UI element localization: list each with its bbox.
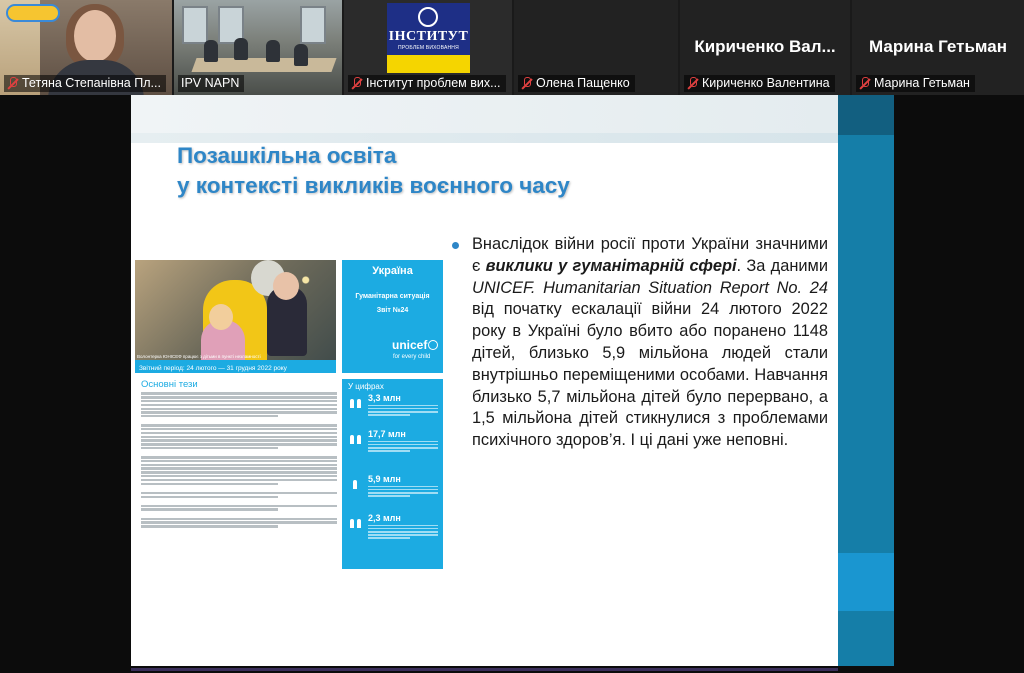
bullet-text-part: . За даними	[736, 256, 828, 275]
bullet-text-part: від початку ескалації війни 24 лютого 2022 року в Україні було вбито або поранено 1148 дітей, близько 5,9 мільйона людей стали внутрішньо переміщеними особами. Навчання близько 5,7 мільйона дітей було перервано, а 1,5 мільйона дітей стикнулися з проблемами психічного здоров’я. І ці дані уже неповні.	[472, 300, 828, 450]
bullet-emphasis: виклики у гуманітарній сфері	[485, 256, 737, 275]
room-window	[300, 6, 326, 44]
participant-name: Марина Гетьман	[874, 76, 970, 90]
people-icon	[348, 396, 364, 410]
report-stat	[368, 513, 438, 541]
participant-name: Тетяна Степанівна Пл...	[22, 76, 161, 90]
report-stat-value: 5,9 млн	[368, 474, 401, 484]
bullet-source: UNICEF. Humanitarian Situation Report No. 24	[472, 278, 828, 297]
participant-tile-6[interactable]	[852, 0, 1024, 95]
report-theses-title: Основні тези	[141, 379, 198, 390]
report-title-panel	[342, 260, 443, 373]
participant-name: IPV NAPN	[181, 76, 240, 90]
participant-tile-3[interactable]	[344, 0, 512, 95]
slide-bullet-text	[472, 234, 828, 452]
room-window	[182, 6, 208, 44]
participant-tile-4[interactable]	[514, 0, 678, 95]
participant-name-label	[518, 75, 635, 92]
institute-logo-subtitle: ПРОБЛЕМ ВИХОВАННЯ	[398, 45, 459, 51]
room-person	[234, 38, 248, 60]
in-numbers-title: У цифрах	[348, 382, 384, 391]
report-stat-value: 3,3 млн	[368, 393, 401, 403]
report-cover-photo	[135, 260, 336, 373]
slide-title-line-2: у контексті викликів воєнного часу	[177, 173, 570, 198]
photo-caption: Волонтерка ЮНІСЕФ працює з дітьми в пункті незламності	[137, 354, 261, 359]
report-stat-value: 17,7 млн	[368, 429, 406, 439]
room-person	[294, 44, 308, 66]
participant-name-label	[684, 75, 835, 92]
participant-name-label	[856, 75, 975, 92]
participant-tile-2[interactable]	[174, 0, 342, 95]
participant-name: Кириченко Валентина	[702, 76, 830, 90]
people-icon	[348, 516, 364, 530]
participant-tile-5[interactable]	[680, 0, 850, 95]
slide-title	[177, 141, 777, 201]
bullet-text-part: Внаслідок війни росії проти України значними є	[472, 235, 828, 275]
participant-name-label	[348, 75, 506, 92]
participant-name: Інститут проблем вих...	[366, 76, 501, 90]
unicef-logo-text: unicef	[392, 338, 428, 352]
emblem-icon	[418, 7, 438, 27]
report-in-numbers-panel	[342, 379, 443, 569]
mic-muted-icon	[859, 77, 870, 90]
room-person	[204, 40, 218, 62]
report-stat	[368, 429, 438, 453]
video-person-face	[74, 10, 116, 62]
bottom-accent-line	[131, 668, 838, 671]
mic-muted-icon	[351, 77, 362, 90]
participant-strip	[0, 0, 1024, 95]
room-person	[266, 40, 280, 62]
report-period: Звітний період: 24 лютого — 31 грудня 2022 року	[139, 365, 287, 372]
slide-side-decoration	[838, 95, 894, 669]
report-stat	[368, 393, 438, 417]
mic-muted-icon	[521, 77, 532, 90]
institute-logo-title: ІНСТИТУТ	[388, 29, 469, 44]
institute-logo	[387, 3, 470, 73]
mic-muted-icon	[687, 77, 698, 90]
unicef-tagline: for every child	[393, 354, 431, 360]
participant-display-name: Марина Гетьман	[869, 37, 1007, 56]
participant-name-label	[178, 75, 244, 92]
shared-screen	[0, 95, 1024, 673]
unicef-report-image	[135, 260, 461, 576]
participant-name-label	[4, 75, 166, 92]
slide-title-line-1: Позашкільна освіта	[177, 143, 397, 168]
report-heading: Гуманітарна ситуація	[355, 293, 430, 300]
slide-header-band	[131, 95, 838, 133]
walking-person-icon	[348, 477, 364, 491]
bullet-icon	[452, 242, 459, 249]
report-stat-value: 2,3 млн	[368, 513, 401, 523]
participant-tile-1[interactable]	[0, 0, 172, 95]
report-stat	[368, 474, 438, 498]
report-country: Україна	[372, 265, 413, 277]
unicef-emblem-icon	[428, 340, 438, 350]
presentation-slide	[131, 95, 838, 669]
report-number: Звіт №24	[376, 307, 409, 314]
wall-logo	[6, 4, 60, 22]
report-theses-text	[141, 391, 337, 577]
people-icon	[348, 432, 364, 446]
participant-name: Олена Пащенко	[536, 76, 630, 90]
participant-display-name: Кириченко Вал...	[694, 37, 836, 56]
mic-muted-icon	[7, 77, 18, 90]
